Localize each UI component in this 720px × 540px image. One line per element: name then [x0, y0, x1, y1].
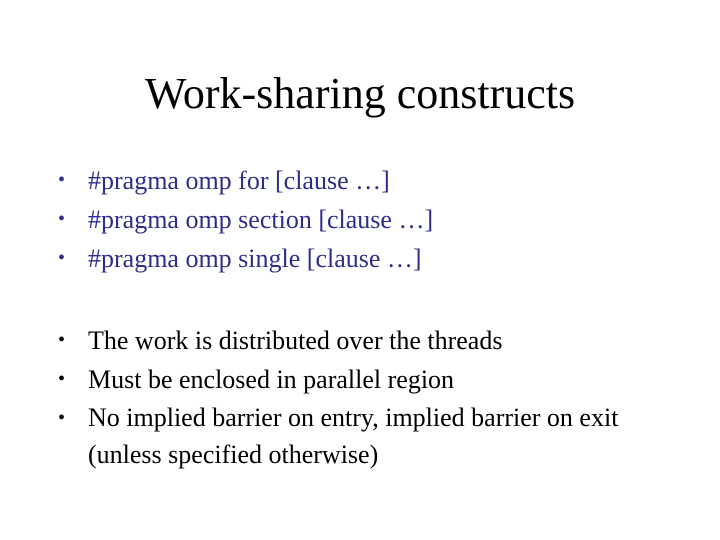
bullet-icon: •	[58, 407, 66, 429]
list-item	[58, 200, 698, 239]
list-item	[58, 321, 698, 360]
construct-text: #pragma omp section [clause …]	[88, 205, 434, 234]
bullet-icon: •	[58, 368, 66, 390]
construct-text: #pragma omp for [clause …]	[88, 166, 390, 195]
slide-title: Work-sharing constructs	[144, 69, 576, 118]
bullet-icon: •	[58, 247, 66, 269]
list-item	[58, 360, 698, 399]
note-text: No implied barrier on entry, implied barrier on exit (unless specified otherwise)	[88, 403, 619, 469]
note-text: Must be enclosed in parallel region	[88, 365, 455, 394]
bullet-icon: •	[58, 329, 66, 351]
list-item	[58, 239, 698, 278]
bullet-icon: •	[58, 169, 66, 191]
list-item	[58, 399, 698, 473]
construct-list	[58, 161, 698, 278]
list-item	[58, 161, 698, 200]
notes-list	[58, 321, 698, 473]
construct-text: #pragma omp single [clause …]	[88, 244, 422, 273]
note-text: The work is distributed over the threads	[88, 326, 503, 355]
bullet-icon: •	[58, 208, 66, 230]
